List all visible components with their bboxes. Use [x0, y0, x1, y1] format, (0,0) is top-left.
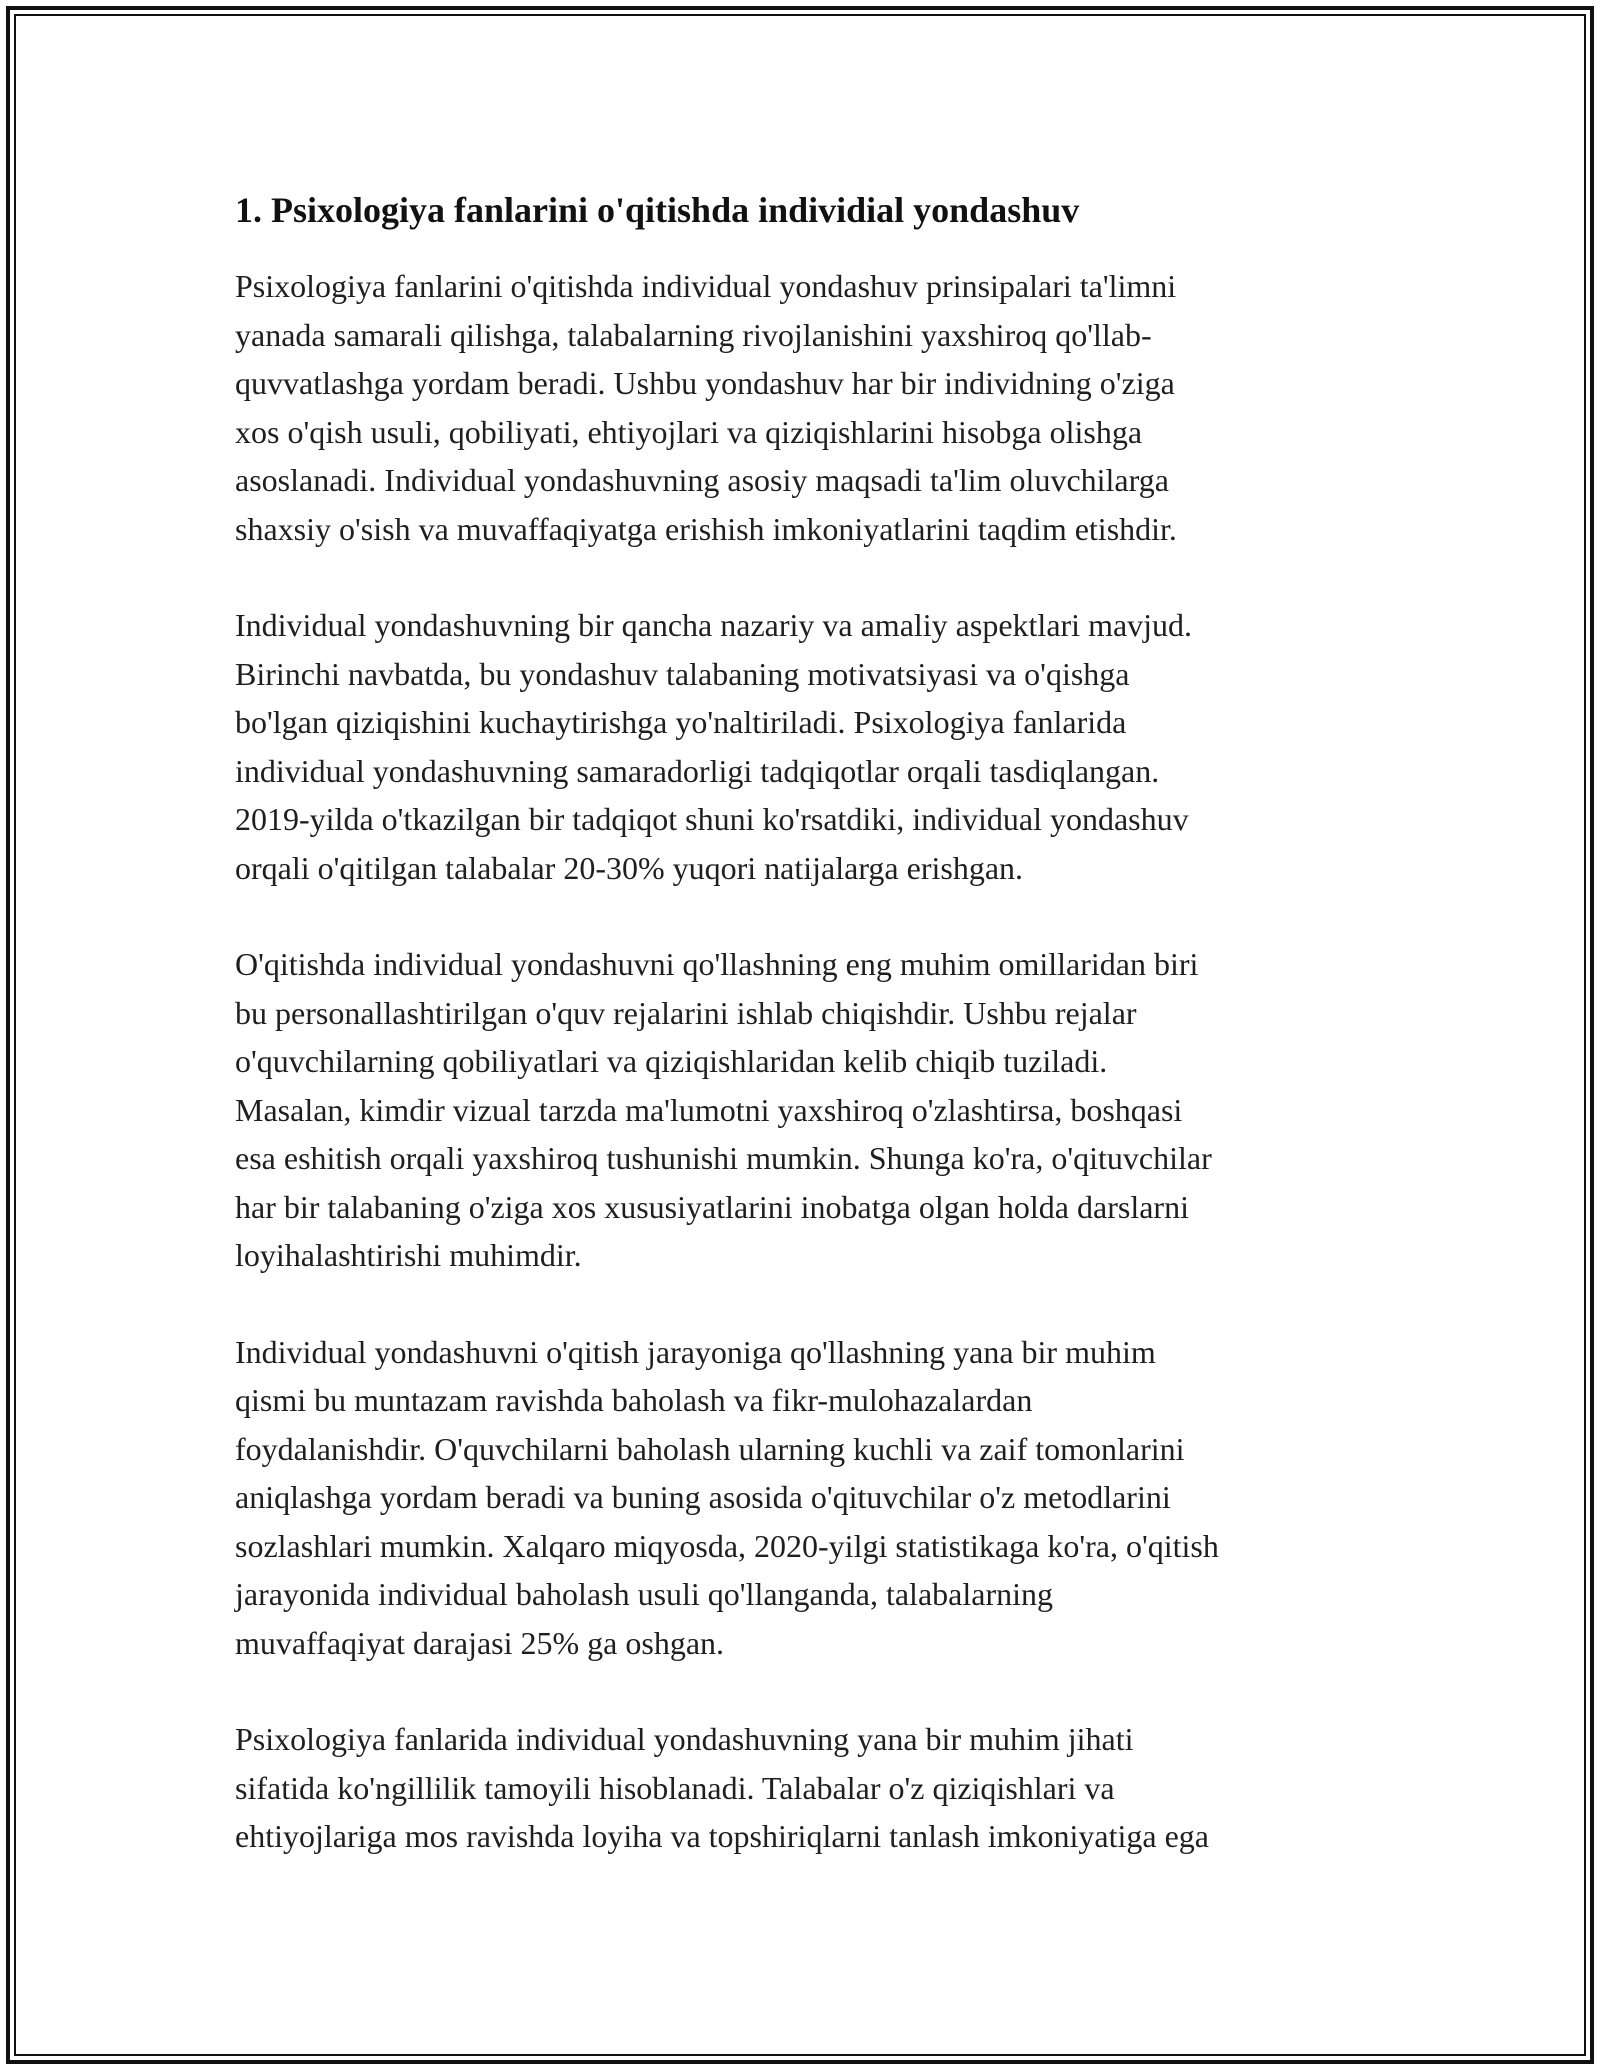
- body-paragraph: [235, 262, 1375, 553]
- paragraph-line: Birinchi navbatda, bu yondashuv talabaning motivatsiyasi va o'qishga: [235, 655, 1130, 692]
- paragraph-line: o'quvchilarning qobiliyatlari va qiziqishlaridan kelib chiqib tuziladi.: [235, 1043, 1108, 1079]
- paragraph-list: [235, 262, 1375, 1861]
- paragraph-line: Masalan, kimdir vizual tarzda ma'lumotni yaxshiroq o'zlashtirsa, boshqasi: [235, 1091, 1183, 1128]
- paragraph-line: aniqlashga yordam beradi va buning asosida o'qituvchilar o'z metodlarini: [235, 1479, 1171, 1515]
- body-paragraph: [235, 1715, 1375, 1861]
- paragraph-line: O'qitishda individual yondashuvni qo'llashning eng muhim omillaridan biri: [235, 946, 1199, 982]
- paragraph-line: orqali o'qitilgan talabalar 20-30% yuqori natijalarga erishgan.: [235, 849, 1024, 886]
- paragraph-line: ehtiyojlariga mos ravishda loyiha va topshiriqlarni tanlash imkoniyatiga ega: [235, 1818, 1209, 1854]
- paragraph-line: quvvatlashga yordam beradi. Ushbu yondashuv har bir individning o'ziga: [235, 365, 1175, 401]
- body-paragraph: [235, 601, 1375, 892]
- paragraph-line: Psixologiya fanlarida individual yondashuvning yana bir muhim jihati: [235, 1721, 1134, 1757]
- body-paragraph: [235, 940, 1375, 1280]
- paragraph-line: bo'lgan qiziqishini kuchaytirishga yo'naltiriladi. Psixologiya fanlarida: [235, 704, 1127, 740]
- paragraph-line: shaxsiy o'sish va muvaffaqiyatga erishish imkoniyatlarini taqdim etishdir.: [235, 510, 1177, 547]
- paragraph-line: bu personallashtirilgan o'quv rejalarini ishlab chiqishdir. Ushbu rejalar: [235, 994, 1137, 1031]
- paragraph-line: Individual yondashuvning bir qancha nazariy va amaliy aspektlari mavjud.: [235, 607, 1193, 643]
- paragraph-line: Individual yondashuvni o'qitish jarayoniga qo'llashning yana bir muhim: [235, 1333, 1156, 1370]
- paragraph-line: sozlashlari mumkin. Xalqaro miqyosda, 2020-yilgi statistikaga ko'ra, o'qitish: [235, 1527, 1219, 1564]
- paragraph-line: muvaffaqiyat darajasi 25% ga oshgan.: [235, 1624, 725, 1661]
- paragraph-line: yanada samarali qilishga, talabalarning rivojlanishini yaxshiroq qo'llab-: [235, 316, 1152, 353]
- section-heading: 1. Psixologiya fanlarini o'qitishda individial yondashuv: [235, 190, 1080, 230]
- paragraph-line: individual yondashuvning samaradorligi tadqiqotlar orqali tasdiqlangan.: [235, 752, 1160, 789]
- paragraph-line: jarayonida individual baholash usuli qo'llanganda, talabalarning: [235, 1576, 1053, 1612]
- paragraph-line: har bir talabaning o'ziga xos xususiyatlarini inobatga olgan holda darslarni: [235, 1188, 1189, 1225]
- paragraph-line: foydalanishdir. O'quvchilarni baholash ularning kuchli va zaif tomonlarini: [235, 1430, 1185, 1467]
- paragraph-line: qismi bu muntazam ravishda baholash va fikr-mulohazalardan: [235, 1382, 1033, 1418]
- paragraph-line: Psixologiya fanlarini o'qitishda individual yondashuv prinsipalari ta'limni: [235, 268, 1177, 304]
- body-paragraph: [235, 1328, 1375, 1668]
- paragraph-line: xos o'qish usuli, qobiliyati, ehtiyojlari va qiziqishlarini hisobga olishga: [235, 413, 1143, 450]
- paragraph-line: 2019-yilda o'tkazilgan bir tadqiqot shuni ko'rsatdiki, individual yondashuv: [235, 801, 1189, 837]
- paragraph-line: sifatida ko'ngillilik tamoyili hisoblanadi. Talabalar o'z qiziqishlari va: [235, 1769, 1115, 1806]
- paragraph-line: loyihalashtirishi muhimdir.: [235, 1237, 582, 1273]
- paragraph-line: asoslanadi. Individual yondashuvning asosiy maqsadi ta'lim oluvchilarga: [235, 462, 1169, 498]
- paragraph-line: esa eshitish orqali yaxshiroq tushunishi mumkin. Shunga ko'ra, o'qituvchilar: [235, 1140, 1212, 1176]
- document-page: [235, 188, 1375, 1909]
